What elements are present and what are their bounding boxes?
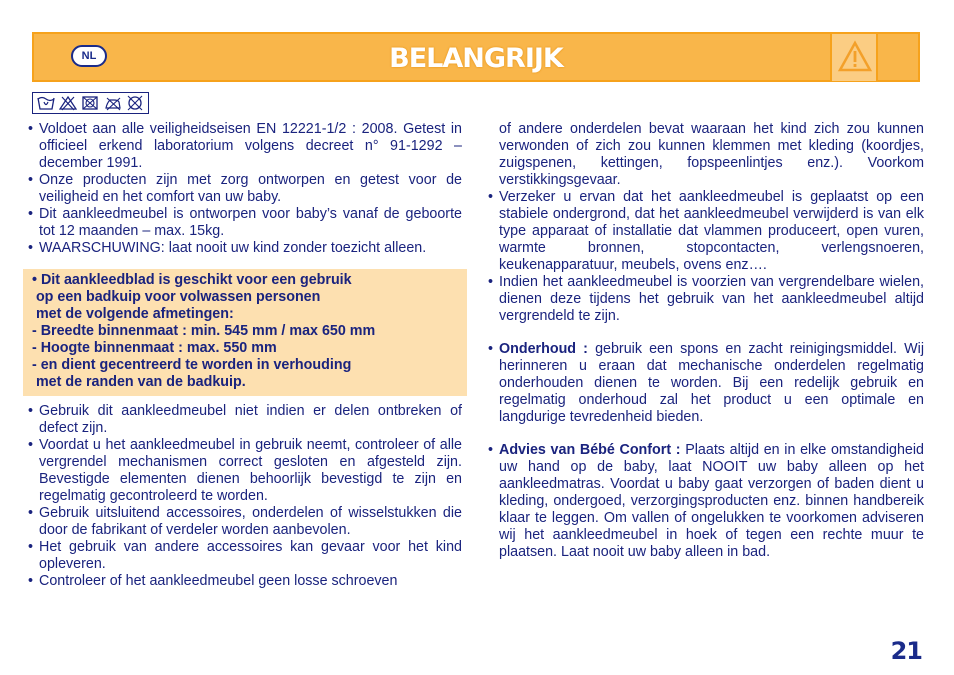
page-title: BELANGRIJK xyxy=(389,43,563,74)
warning-triangle-icon xyxy=(837,39,873,75)
maintenance-text: gebruik een spons en zacht reinigingsmiddel. Wij herinneren u eraan dat mechanische onderdelen regelmatig onderhouden dienen te worden. Bij een redelijk gebruik en regelmatig onderhoud zal het product u een optimale en langdurige tevredenheid bieden. xyxy=(499,341,924,425)
notice-line: • Dit aankleedblad is geschikt voor een gebruik xyxy=(28,272,352,288)
page-number: 21 xyxy=(890,637,922,665)
list-item: • Verzeker u ervan dat het aankleedmeubel is geplaatst op een stabiele ondergrond, dat het aankleedmeubel verwijderd is van elk type apparaat of installatie dat vlammen produceert, open vuren, warmte bronnen, stopcontacten, verlengsnoeren, keukenapparatuur, meubels, ovens enz…. xyxy=(488,189,924,273)
advice-item: • Advies van Bébé Confort : Plaats altijd en in elke omstandigheid uw hand op de baby, laat NOOIT uw baby alleen op het aankleedmatras. Voordat u baby gaat verzorgen of baden dient u kleding, ondergoed, verzorgingsproducten enz. binnen handbereik klaar te leggen. Om vallen of ongelukken te voorkomen adviseren wij het aankleedmeubel in hoek of tegen een rechte muur te plaatsen. Laat nooit uw baby alleen in bad. xyxy=(488,442,924,560)
list-item: • Dit aankleedmeubel is ontworpen voor baby’s vanaf de geboorte tot 12 maanden – max. 15kg. xyxy=(28,206,462,239)
notice-line: - Hoogte binnenmaat : max. 550 mm xyxy=(28,340,277,356)
maintenance-item: • Onderhoud : gebruik een spons en zacht reinigingsmiddel. Wij herinneren u eraan dat mechanische onderdelen regelmatig onderhouden dienen te worden. Bij een redelijk gebruik en regelmatig onderhoud zal het product u een optimale en langdurige tevredenheid bieden. xyxy=(488,341,924,425)
notice-line: op een badkuip voor volwassen personen xyxy=(28,289,321,305)
list-item: • Gebruik dit aankleedmeubel niet indien er delen ontbreken of defect zijn. xyxy=(28,403,462,436)
no-tumble-dry-icon xyxy=(81,95,99,111)
language-badge: NL xyxy=(71,45,107,67)
no-dry-clean-icon xyxy=(126,95,144,111)
care-symbols xyxy=(32,92,149,114)
wash-icon xyxy=(37,95,55,111)
list-item: • Het gebruik van andere accessoires kan gevaar voor het kind opleveren. xyxy=(28,539,462,572)
notice-line: met de randen van de badkuip. xyxy=(28,374,246,390)
notice-line: - en dient gecentreerd te worden in verhouding xyxy=(28,357,352,373)
list-item: • Voldoet aan alle veiligheidseisen EN 12221-1/2 : 2008. Getest in officieel erkend laboratorium volgens decreet n° 91-1292 – december 1991. xyxy=(28,121,462,171)
warning-box xyxy=(830,34,878,81)
advice-text: Plaats altijd en in elke omstandigheid uw hand op de baby, laat NOOIT uw baby alleen op het aankleedmatras. Voordat u baby gaat verzorgen of baden dient u kleding, ondergoed, verzorgingsproducten enz. binnen handbereik klaar te leggen. Om vallen of ongelukken te voorkomen adviseren wij het aankleedmeubel in hoek of tegen een rechte muur te plaatsen. Laat nooit uw baby alleen in bad. xyxy=(499,442,924,560)
advice-label: Advies van Bébé Confort : xyxy=(499,442,681,458)
list-item: • Controleer of het aankleedmeubel geen losse schroeven xyxy=(28,573,398,589)
maintenance-label: Onderhoud : xyxy=(499,341,588,357)
list-item: • Onze producten zijn met zorg ontworpen en getest voor de veiligheid en het comfort van uw baby. xyxy=(28,172,462,205)
bathtub-notice xyxy=(23,269,467,396)
right-column xyxy=(488,121,924,561)
list-item: • WAARSCHUWING: laat nooit uw kind zonder toezicht alleen. xyxy=(28,240,427,256)
list-item: • Indien het aankleedmeubel is voorzien van vergrendelbare wielen, dienen deze tijdens het gebruik van het aankleedmeubel altijd vergrendeld te zijn. xyxy=(488,274,924,324)
no-bleach-icon xyxy=(59,95,77,111)
no-iron-icon xyxy=(104,95,122,111)
left-column xyxy=(28,121,462,590)
continuation-text: of andere onderdelen bevat waaraan het kind zich zou kunnen verwonden of zich zou kunnen klemmen met kleding (koordjes, zuigspenen, kettingen, fopspeenlintjes enz.). Voorkom verstikkingsgevaar. xyxy=(499,121,924,188)
list-item: • Gebruik uitsluitend accessoires, onderdelen of wisselstukken die door de fabrikant of verdeler worden aanbevolen. xyxy=(28,505,462,538)
notice-line: - Breedte binnenmaat : min. 545 mm / max 650 mm xyxy=(28,323,376,339)
header-banner xyxy=(32,32,920,82)
notice-line: met de volgende afmetingen: xyxy=(28,306,234,322)
list-item: • Voordat u het aankleedmeubel in gebruik neemt, controleer of alle vergrendel mechanismen correct gesloten en afgesteld zijn. Bevestigde elementen dienen behoorlijk bevestigd te zijn en regelmatig gecontroleerd te worden. xyxy=(28,437,462,504)
